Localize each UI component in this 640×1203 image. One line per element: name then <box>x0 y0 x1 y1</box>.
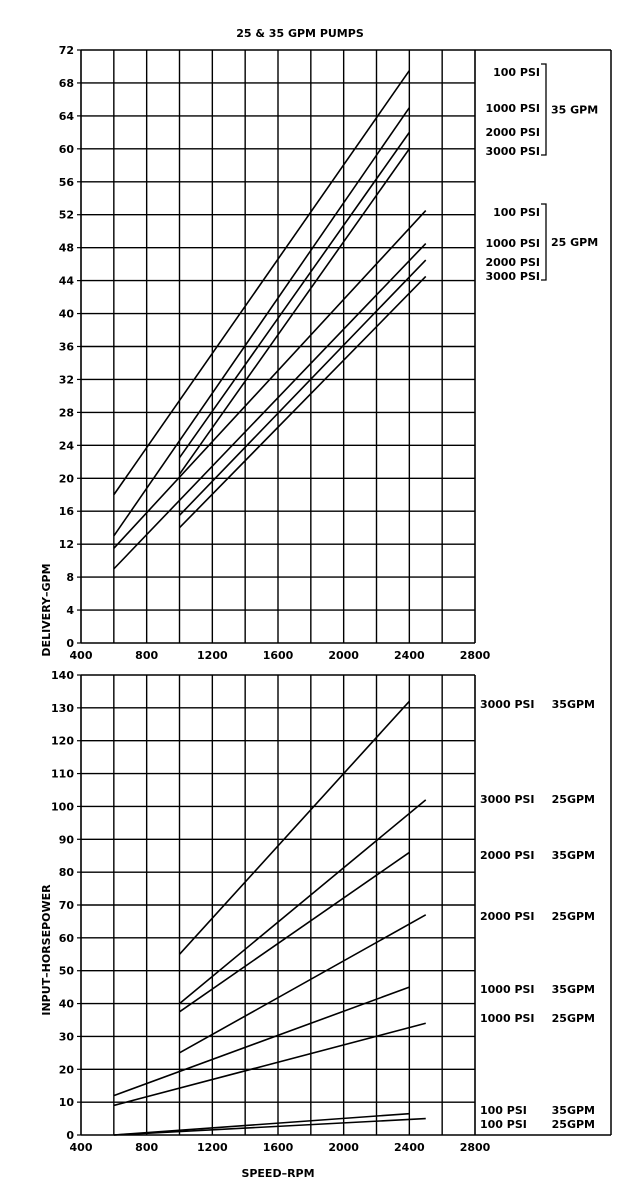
delivery-xtick-label: 400 <box>69 649 93 662</box>
horsepower-ytick-label: 90 <box>58 833 74 847</box>
horsepower-ytick-label: 130 <box>51 701 74 715</box>
delivery-ytick-label: 28 <box>58 406 74 420</box>
delivery-ytick-label: 4 <box>66 604 74 618</box>
delivery-ytick-label: 40 <box>58 307 74 321</box>
legend-entry: 100 PSI <box>493 206 540 219</box>
series-label-pressure: 2000 PSI <box>480 910 535 923</box>
horsepower-ytick-label: 30 <box>58 1030 74 1044</box>
horsepower-ytick-label: 0 <box>66 1129 74 1142</box>
delivery-series-line <box>114 108 410 536</box>
series-label-pressure: 1000 PSI <box>480 983 535 996</box>
delivery-xtick-label: 2800 <box>459 649 491 662</box>
series-label-pressure: 3000 PSI <box>480 698 535 711</box>
series-label-flow: 35GPM <box>551 698 595 711</box>
chart-title: 25 & 35 GPM PUMPS <box>236 27 364 40</box>
horsepower-xtick-label: 1200 <box>197 1141 228 1154</box>
legend-bracket <box>541 204 546 280</box>
delivery-ytick-label: 72 <box>58 44 74 57</box>
delivery-ytick-label: 24 <box>58 439 74 453</box>
horsepower-series-line <box>114 1119 426 1135</box>
horsepower-series-line <box>114 1114 410 1135</box>
horsepower-ytick-label: 40 <box>58 997 74 1011</box>
delivery-ytick-label: 68 <box>58 76 74 90</box>
legend-bracket <box>541 64 546 155</box>
series-label-flow: 35GPM <box>551 983 595 996</box>
series-label-flow: 25GPM <box>551 793 595 806</box>
horsepower-series-line <box>180 915 426 1053</box>
delivery-xtick-label: 800 <box>135 649 159 662</box>
legend-entry: 3000 PSI <box>485 270 540 283</box>
legend-group-label: 25 GPM <box>551 236 599 249</box>
legend-entry: 2000 PSI <box>485 126 540 139</box>
horsepower-ytick-label: 120 <box>51 734 74 748</box>
delivery-ytick-label: 64 <box>58 109 74 123</box>
horsepower-ytick-label: 10 <box>58 1096 74 1110</box>
horsepower-xtick-label: 2000 <box>328 1141 359 1154</box>
horsepower-ytick-label: 60 <box>58 931 74 945</box>
series-label-pressure: 2000 PSI <box>480 849 535 862</box>
horsepower-ytick-label: 110 <box>51 767 74 781</box>
horsepower-ytick-label: 50 <box>58 964 74 978</box>
delivery-ytick-label: 0 <box>66 637 74 650</box>
horsepower-xtick-label: 1600 <box>262 1141 294 1154</box>
series-label-flow: 25GPM <box>551 910 595 923</box>
delivery-ytick-label: 52 <box>58 208 74 222</box>
series-layer <box>114 71 426 1135</box>
series-label-pressure: 100 PSI <box>480 1104 527 1117</box>
delivery-ytick-label: 20 <box>58 472 74 486</box>
delivery-ytick-label: 60 <box>58 142 74 156</box>
delivery-xtick-label: 2400 <box>394 649 425 662</box>
series-label-flow: 25GPM <box>551 1012 595 1025</box>
series-label-flow: 35GPM <box>551 1104 595 1117</box>
horsepower-series-line <box>180 701 410 954</box>
delivery-ytick-label: 32 <box>58 373 74 387</box>
legend-entry: 1000 PSI <box>485 237 540 250</box>
delivery-xtick-label: 2000 <box>328 649 359 662</box>
delivery-ylabel: DELIVERY–GPM <box>40 563 53 657</box>
delivery-ytick-label: 8 <box>66 571 74 585</box>
horsepower-ytick-label: 80 <box>58 866 74 880</box>
delivery-series-line <box>180 149 410 474</box>
horsepower-xtick-label: 800 <box>135 1141 159 1154</box>
delivery-xtick-label: 1200 <box>197 649 228 662</box>
horsepower-xtick-label: 2400 <box>394 1141 425 1154</box>
horsepower-ytick-label: 70 <box>58 899 74 912</box>
horsepower-ytick-label: 20 <box>58 1063 74 1077</box>
legend-entry: 1000 PSI <box>485 102 540 115</box>
delivery-series-line <box>114 244 426 569</box>
delivery-ytick-label: 48 <box>58 241 74 255</box>
horsepower-xtick-label: 400 <box>69 1141 93 1154</box>
horsepower-xlabel: SPEED–RPM <box>241 1167 315 1180</box>
legend-entry: 2000 PSI <box>485 256 540 269</box>
delivery-ytick-label: 12 <box>58 538 74 552</box>
horsepower-ytick-label: 140 <box>51 669 74 682</box>
legend-group-label: 35 GPM <box>551 103 599 117</box>
horsepower-series-line <box>180 800 426 1004</box>
delivery-xtick-label: 1600 <box>262 649 294 662</box>
legend-entry: 100 PSI <box>493 66 540 79</box>
horsepower-ytick-label: 100 <box>51 800 74 814</box>
delivery-ytick-label: 56 <box>58 175 74 189</box>
delivery-ytick-label: 36 <box>58 340 74 354</box>
delivery-ytick-label: 44 <box>58 274 74 288</box>
series-label-pressure: 100 PSI <box>480 1118 527 1131</box>
series-label-flow: 25GPM <box>551 1118 595 1131</box>
legend-entry: 3000 PSI <box>485 145 540 158</box>
horsepower-xtick-label: 2800 <box>459 1141 491 1154</box>
series-label-flow: 35GPM <box>551 849 595 862</box>
series-label-pressure: 1000 PSI <box>480 1012 535 1025</box>
horsepower-ylabel: INPUT–HORSEPOWER <box>40 884 53 1016</box>
series-label-pressure: 3000 PSI <box>480 793 535 806</box>
delivery-ytick-label: 16 <box>58 505 74 519</box>
horsepower-series-line <box>114 1023 426 1105</box>
